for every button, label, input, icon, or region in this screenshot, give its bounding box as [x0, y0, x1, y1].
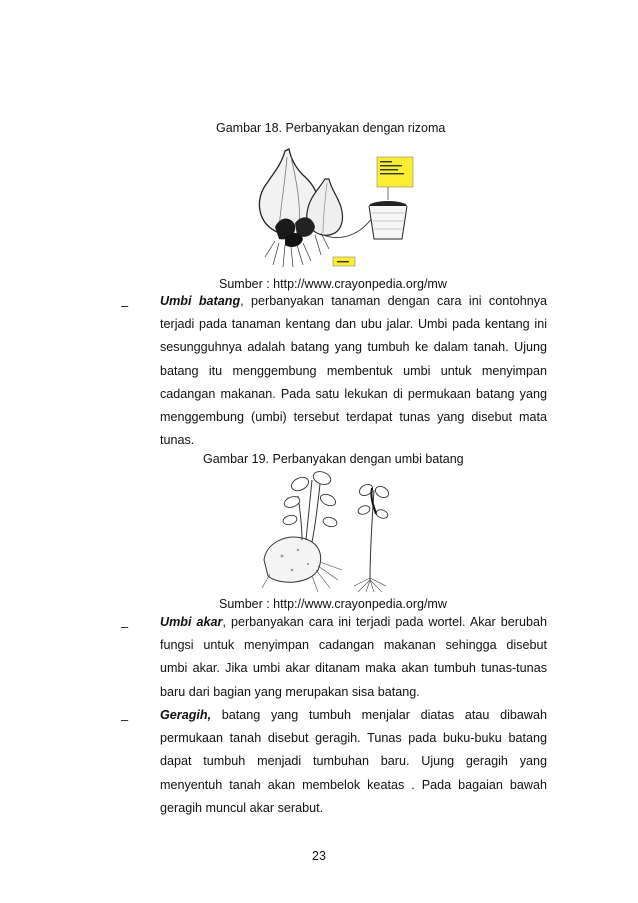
bullet-umbi-batang: – [121, 298, 129, 313]
para-line: fungsi untuk menyimpan cadangan makanan sehingga disebut [160, 638, 547, 653]
para-line: Umbi akar, perbanyakan cara ini terjadi pada wortel. Akar berubah [160, 615, 547, 629]
para-line: Umbi batang, perbanyakan tanaman dengan cara ini contohnya [160, 294, 548, 308]
para-line: terjadi pada tanaman kentang dan ubu jalar. Umbi pada kentang ini [160, 317, 547, 332]
para-line: geragih muncul akar serabut. [160, 800, 324, 815]
paragraph-umbi-akar [160, 611, 547, 704]
term-umbi-batang: Umbi batang [160, 294, 241, 308]
bullet-geragih: – [121, 712, 129, 727]
figure-18-source: Sumber : http://www.crayonpedia.org/mw [219, 277, 447, 291]
para-line: batang itu menggembung membentuk umbi untuk menyimpan [160, 363, 547, 378]
bullet-umbi-akar: – [121, 619, 129, 634]
rhizome-illustration [245, 143, 420, 269]
para-line: menggembung (umbi) tersebut terdapat tunas yang disebut mata [160, 409, 547, 424]
term-geragih: Geragih, [160, 708, 212, 722]
paragraph-geragih [160, 704, 547, 820]
figure-18-caption: Gambar 18. Perbanyakan dengan rizoma [216, 121, 446, 135]
para-line: umbi akar. Jika umbi akar ditanam maka akan tumbuh tunas-tunas [160, 661, 547, 676]
figure-19-source: Sumber : http://www.crayonpedia.org/mw [219, 597, 447, 611]
para-line: permukaan tanah disebut geragih. Tunas pada buku-buku batang [160, 731, 547, 746]
para-line: tunas. [160, 433, 195, 448]
stem-tuber-illustration [258, 470, 408, 592]
paragraph-umbi-batang [160, 290, 547, 452]
para-line: menyentuh tanah akan membelok keatas . Pada bagaian bawah [160, 777, 547, 792]
para-line: dapat tumbuh menjadi tumbuhan baru. Ujung geragih yang [160, 754, 547, 769]
figure-19-caption: Gambar 19. Perbanyakan dengan umbi batang [203, 452, 464, 466]
para-line: baru dari bagian yang merupakan sisa batang. [160, 684, 420, 699]
para-line: Geragih, batang yang tumbuh menjalar diatas atau dibawah [160, 708, 547, 722]
page-number: 23 [312, 849, 326, 863]
term-umbi-akar: Umbi akar [160, 615, 223, 629]
para-line: sesungguhnya adalah batang yang tumbuh ke dalam tanah. Ujung [160, 340, 547, 355]
para-line: cadangan makanan. Pada satu lekukan di permukaan batang yang [160, 386, 547, 401]
